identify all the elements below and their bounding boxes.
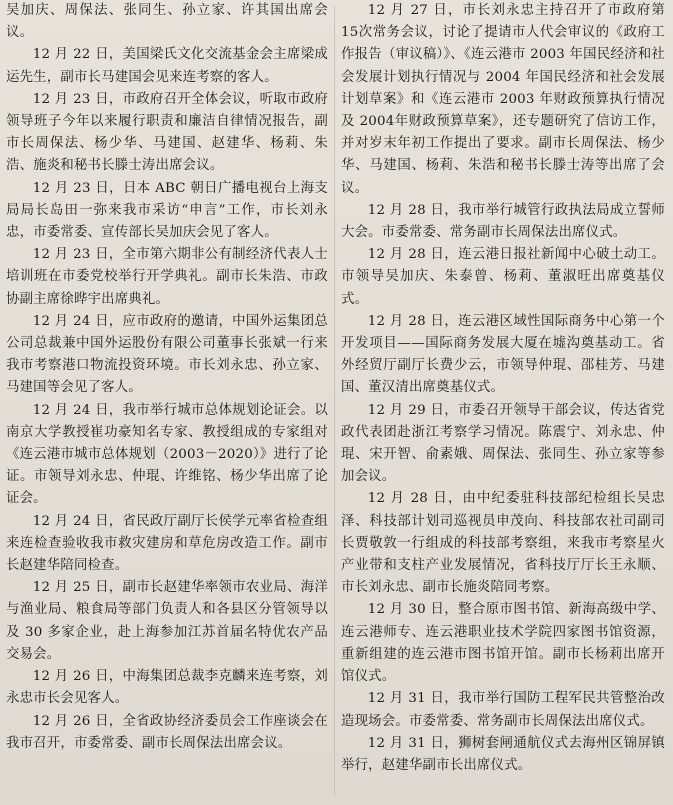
left-text-column xyxy=(6,0,328,755)
news-paragraph: 12 月 23 日，全市第六期非公有制经济代表人士培训班在市委党校举行开学典礼。副市长朱浩、市政协副主席徐晔宇出席典礼。 xyxy=(6,247,328,307)
news-paragraph: 12 月 23 日，市政府召开全体会议，听取市政府领导班子今年以来履行职责和廉洁自律情况报告，副市长周保法、杨少华、马建国、赵建华、杨莉、朱浩、施炎和秘书长滕士涛出席会议。 xyxy=(6,91,328,174)
column-divider xyxy=(334,6,335,796)
news-paragraph: 12 月 26 日，中海集团总裁李克麟来连考察，刘永忠市长会见客人。 xyxy=(6,669,328,707)
right-text-column xyxy=(341,0,665,777)
news-paragraph: 12 月 23 日，日本 ABC 朝日广播电视台上海支局局长岛田一弥来我市采访“申言”工作，市长刘永忠，市委常委、宣传部长吴加庆会见了客人。 xyxy=(6,180,328,241)
news-paragraph: 12 月 28 日，我市举行城管行政执法局成立誓师大会。市委常委、常务副市长周保法出席仪式。 xyxy=(341,202,665,241)
news-paragraph: 12 月 28 日，连云港区域性国际商务中心第一个开发项目——国际商务发展大厦在墟沟奠基动工。省外经贸厅副厅长费少云，市领导仲琨、邵桂芳、马建国、董汉清出席奠基仪式。 xyxy=(341,313,665,396)
news-paragraph: 12 月 24 日，省民政厅副厅长侯学元率省检查组来连检查验收我市救灾建房和草危房改造工作。副市长赵建华陪同检查。 xyxy=(6,513,328,574)
news-paragraph: 12 月 22 日，美国梁氏文化交流基金会主席梁成运先生，副市长马建国会见来连考察的客人。 xyxy=(6,47,328,85)
news-paragraph: 12 月 31 日，狮树套闸通航仪式去海州区锦屏镇举行，赵建华副市长出席仪式。 xyxy=(341,735,665,773)
news-paragraph: 12 月 28 日，由中纪委驻科技部纪检组长吴忠泽、科技部计划司巡视员申茂向、科技部农社司副司长贾敬敦一行组成的科技部考察组，来我市考察星火产业带和支柱产业发展情况，省科技厅厅长王永顺、市长刘永忠、副市长施炎陪同考察。 xyxy=(341,491,665,596)
news-paragraph: 12 月 28 日，连云港日报社新闻中心破土动工。市领导吴加庆、朱泰曾、杨莉、董淑旺出席奠基仪式。 xyxy=(341,247,665,307)
news-paragraph: 12 月 26 日，全省政协经济委员会工作座谈会在我市召开，市委常委、副市长周保法出席会议。 xyxy=(6,713,328,751)
news-paragraph: 12 月 30 日，整合原市图书馆、新海高级中学、连云港师专、连云港职业技术学院四家图书馆资源，重新组建的连云港市图书馆开馆。副市长杨莉出席开馆仪式。 xyxy=(341,602,665,685)
news-paragraph: 12 月 24 日，应市政府的邀请，中国外运集团总公司总裁兼中国外运股份有限公司董事长张斌一行来我市考察港口物流投资环境。市长刘永忠、孙立家、马建国等会见了客人。 xyxy=(6,313,328,396)
news-paragraph: 12 月 29 日，市委召开领导干部会议，传达省党政代表团赴浙江考察学习情况。陈震宁、刘永忠、仲琨、宋开智、俞素娥、周保法、张同生、孙立家等参加会议。 xyxy=(341,402,665,485)
news-paragraph: 12 月 25 日，副市长赵建华率领市农业局、海洋与渔业局、粮食局等部门负责人和各县区分管领导以及 30 多家企业，赴上海参加江苏首届名特优农产品交易会。 xyxy=(6,580,328,662)
news-paragraph: 吴加庆、周保法、张同生、孙立家、许其国出席会议。 xyxy=(6,3,328,41)
news-paragraph: 12 月 31 日，我市举行国防工程军民共管整治改造现场会。市委常委、常务副市长周保法出席仪式。 xyxy=(341,691,665,729)
news-paragraph: 12 月 24 日，我市举行城市总体规划论证会。以南京大学教授崔功豪知名专家、教授组成的专家组对《连云港市城市总体规划（2003－2020）》进行了论证。市领导刘永忠、仲琨、许维铭、杨少华出席了论证会。 xyxy=(6,402,328,507)
news-paragraph: 12 月 27 日，市长刘永忠主持召开了市政府第 15次常务会议，讨论了提请市人代会审议的《政府工作报告（审议稿）》、《连云港市 2003 年国民经济和社会发展计划执行情况与 2004 年国民经济和社会发展计划草案》和《连云港市 2003 年财政预算执行情况及 2004年财政预算草案》，还专题研究了信访工作，并对岁末年初工作提出了要求。副市长周保法、杨少华、马建国、杨莉、朱浩和秘书长滕士涛等出席了会议。 xyxy=(341,3,665,196)
